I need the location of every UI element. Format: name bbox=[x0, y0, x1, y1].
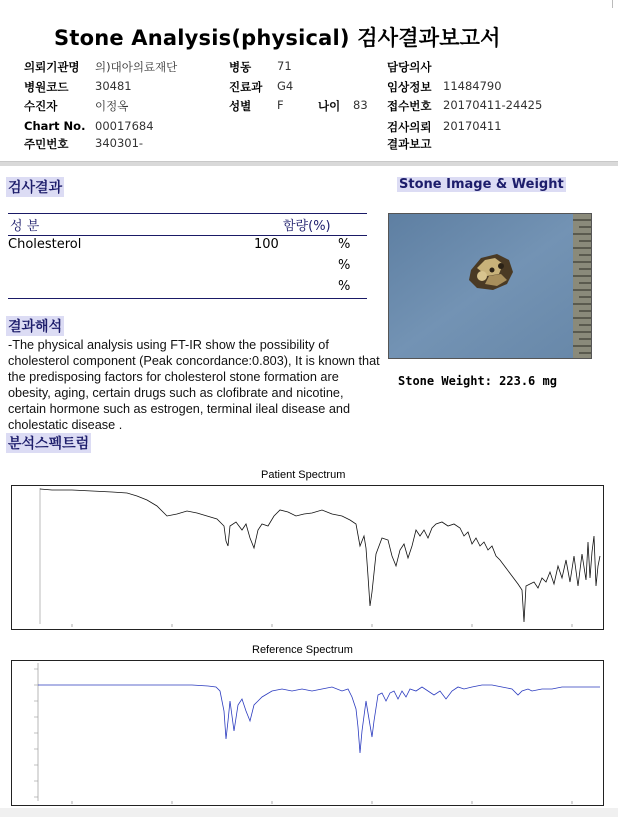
patient-spectrum-caption: Patient Spectrum bbox=[261, 469, 346, 481]
request-date-value: 20170411 bbox=[443, 119, 502, 133]
accession-label: 접수번호 bbox=[387, 99, 432, 113]
institution-label: 의뢰기관명 bbox=[24, 60, 80, 74]
patient-name-value: 이정옥 bbox=[95, 99, 129, 113]
result-unit: % bbox=[338, 279, 351, 294]
reference-spectrum-caption: Reference Spectrum bbox=[252, 644, 353, 656]
interpretation-text: -The physical analysis using FT-IR show the possibility of cholesterol component (Peak concordance:0.803), It is known that the predisposing factors for cholesterol stone formation are obesity, aging, certain drugs such as clofibrate and nicotine, certain hormone such as estrogen, terminal ileal disease and cholestatic disease . bbox=[8, 338, 380, 432]
results-table-top-rule bbox=[8, 213, 367, 214]
page-bottom-bar bbox=[0, 808, 618, 817]
hospital-code-value: 30481 bbox=[95, 79, 132, 93]
results-table-header-rule bbox=[8, 235, 367, 236]
chart-no-value: 00017684 bbox=[95, 119, 154, 133]
patient-spectrum-plot bbox=[11, 485, 604, 630]
sex-label: 성별 bbox=[229, 99, 252, 113]
result-unit: % bbox=[338, 237, 351, 252]
interpretation-section-title: 결과해석 bbox=[6, 316, 64, 336]
age-value: 83 bbox=[353, 98, 368, 112]
stone-image-section-title: Stone Image & Weight bbox=[399, 177, 564, 192]
clinical-info-value: 11484790 bbox=[443, 79, 502, 93]
resident-no-value: 340301- bbox=[95, 136, 144, 150]
reference-spectrum-line bbox=[38, 685, 600, 753]
department-value: G4 bbox=[277, 79, 294, 93]
results-section-title: 검사결과 bbox=[6, 177, 64, 197]
request-date-label: 검사의뢰 bbox=[387, 120, 432, 134]
resident-no-label: 주민번호 bbox=[24, 137, 69, 151]
report-date-label: 결과보고 bbox=[387, 137, 432, 151]
chart-no-label: Chart No. bbox=[24, 119, 86, 133]
reference-spectrum-plot bbox=[11, 660, 604, 806]
result-component: Cholesterol bbox=[8, 237, 82, 252]
accession-value: 20170411-24425 bbox=[443, 98, 543, 112]
header-divider bbox=[0, 161, 618, 166]
ward-label: 병동 bbox=[229, 60, 252, 74]
page-top-frame bbox=[0, 0, 613, 8]
result-unit: % bbox=[338, 258, 351, 273]
report-title: Stone Analysis(physical) 검사결과보고서 bbox=[54, 26, 501, 50]
patient-spectrum-line bbox=[40, 489, 600, 622]
institution-value: 의)대아의료재단 bbox=[95, 60, 178, 74]
stone-photo bbox=[388, 213, 592, 359]
hospital-code-label: 병원코드 bbox=[24, 80, 69, 94]
results-table-bottom-rule bbox=[8, 298, 367, 299]
ward-value: 71 bbox=[277, 59, 292, 73]
doctor-label: 담당의사 bbox=[387, 60, 432, 74]
patient-name-label: 수진자 bbox=[24, 99, 58, 113]
content-column-header: 함량(%) bbox=[283, 219, 331, 234]
stone-weight: Stone Weight: 223.6 mg bbox=[398, 374, 557, 388]
clinical-info-label: 임상정보 bbox=[387, 80, 432, 94]
component-column-header: 성 분 bbox=[10, 219, 40, 234]
result-value: 100 bbox=[254, 237, 279, 252]
age-label: 나이 bbox=[318, 99, 341, 113]
sex-value: F bbox=[277, 98, 284, 112]
spectrum-section-title: 분석스펙트럼 bbox=[6, 433, 91, 453]
department-label: 진료과 bbox=[229, 80, 263, 94]
